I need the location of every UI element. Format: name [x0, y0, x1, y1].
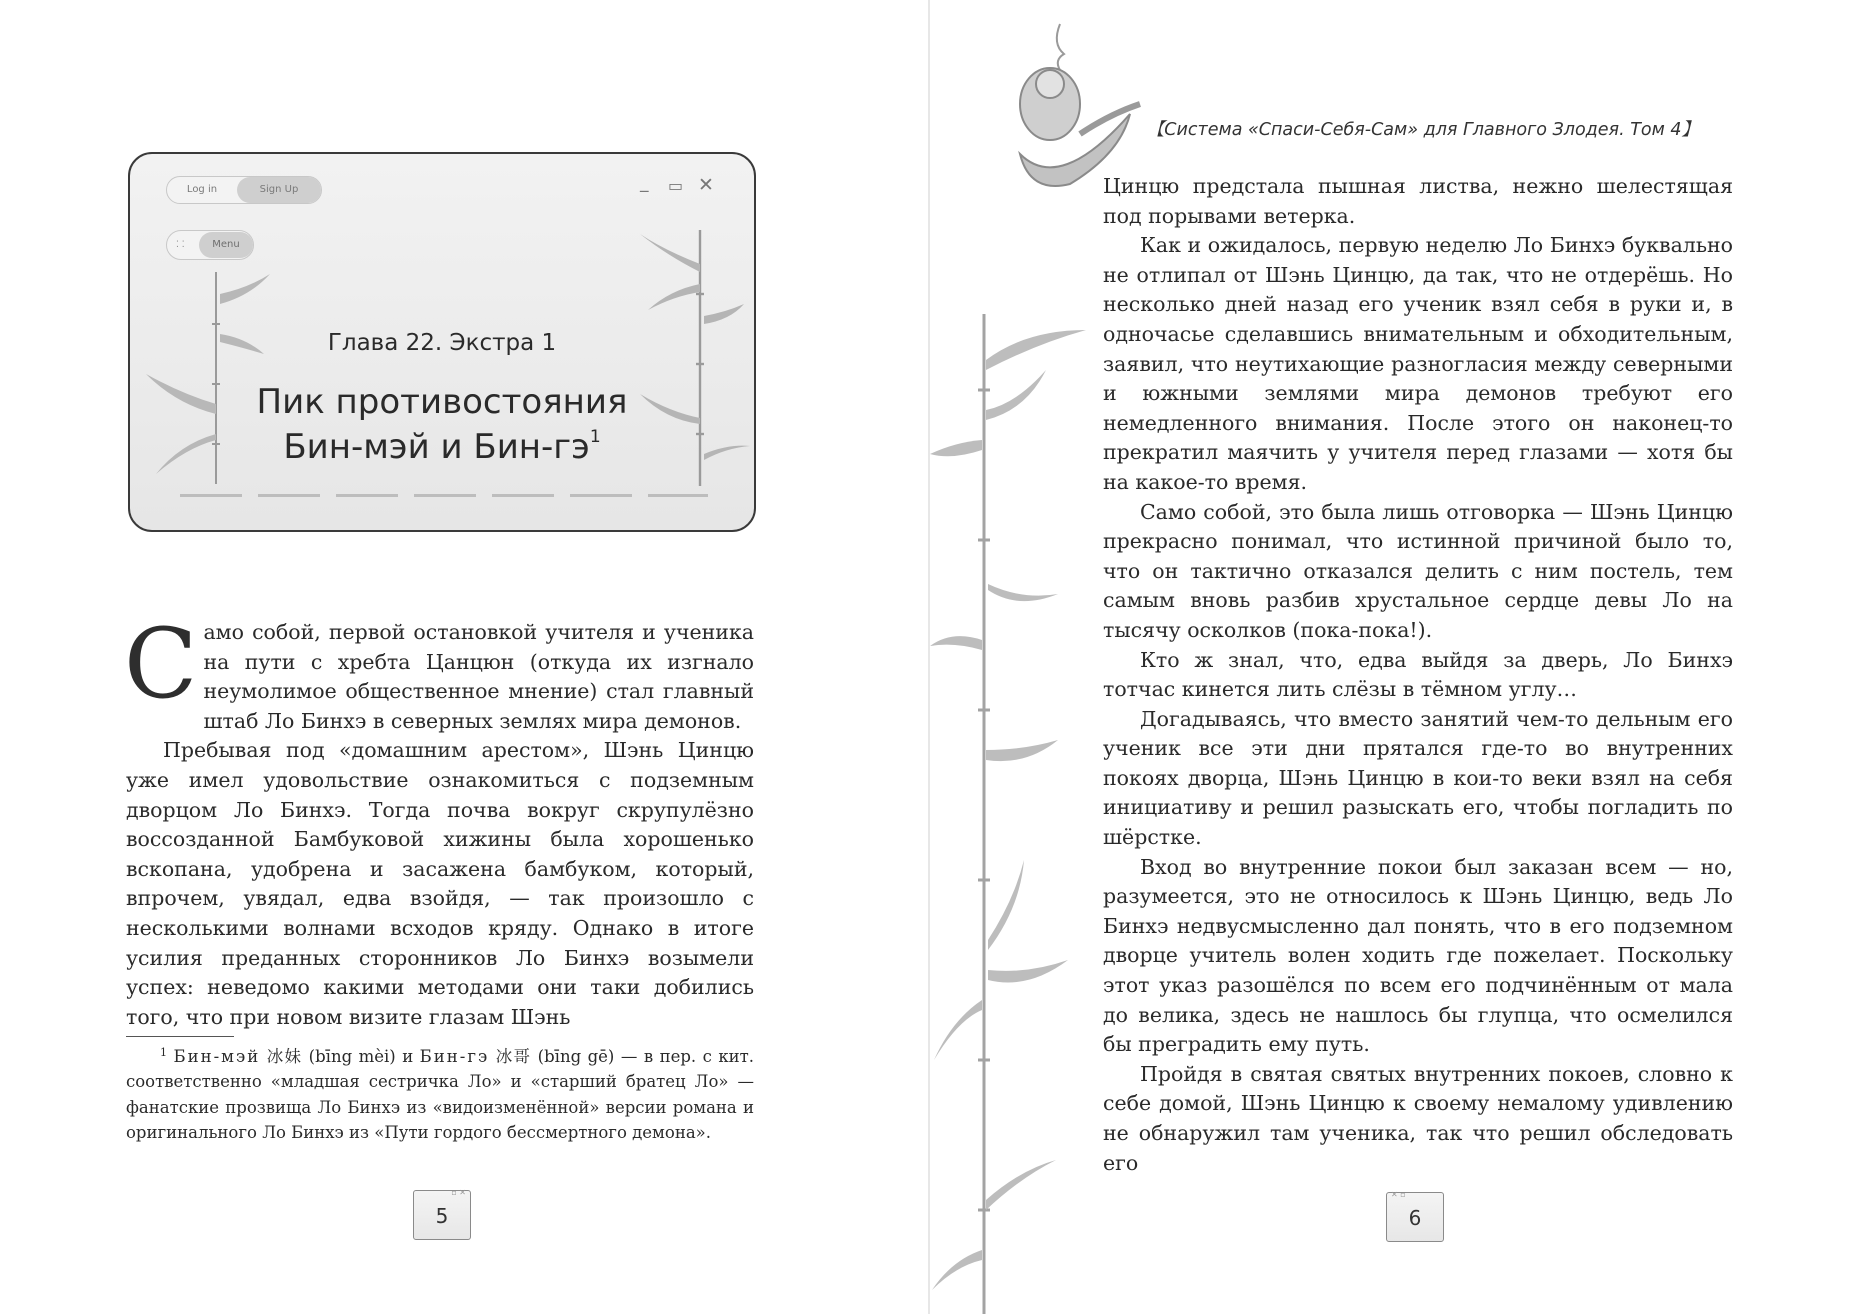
paragraph: Пройдя в святая святых внутренних покоев, словно к себе домой, Шэнь Цинцю к своему немалому удивлению не обнаружил там ученика, так что решил обследовать его [1103, 1061, 1733, 1175]
login-signup-pill[interactable] [166, 176, 322, 204]
chapter-title-line2 [130, 425, 754, 470]
paragraph: Догадываясь, что вместо занятий чем-то дельным его ученик все эти дни прятался где-то во внутренних покоях дворца, Шэнь Цинцю в кои-то веки взял на себя инициативу и решил разыскать его, чтобы погладить по шёрстке. [1103, 706, 1733, 850]
paragraph-text: амо собой, первой остановкой учителя и ученика на пути с хребта Цанцюн (откуда их изгнало неумолимое общественное мнение) стал главный штаб Ло Бинхэ в северных землях мира демонов. [203, 620, 754, 733]
chapter-header-window [128, 152, 756, 532]
page-number-box [1386, 1192, 1444, 1242]
paragraph: Само собой, это была лишь отговорка — Шэнь Цинцю прекрасно понимал, что истинной причиной было то, что он тактично отказался делить с ним постель, тем самым вновь разбив хрустальное сердце девы Ло на тысячу осколков (пока-пока!). [1103, 499, 1733, 642]
page-number: 5 [435, 1204, 449, 1228]
footnote [126, 1044, 754, 1145]
running-head: 【Система «Спаси-Себя-Сам» для Главного Злодея. Том 4】 [1146, 120, 1699, 140]
bamboo-stalk-illustration [930, 300, 1100, 1314]
paragraph [124, 608, 754, 736]
footnote-term2-cn: 冰哥 (bīng gē) [495, 1047, 615, 1066]
footnote-ref: 1 [589, 427, 601, 447]
page-number: 6 [1408, 1206, 1422, 1230]
chapter-title [130, 380, 754, 470]
login-tab[interactable]: Log in [186, 184, 218, 195]
footnote-joiner: и [395, 1047, 420, 1066]
paragraph: Вход во внутренние покои был заказан всем — но, разумеется, это не относилось к Шэнь Цинцю, ведь Ло Бинхэ недвусмысленно дал понять, что в его подземном дворце учитель волен ходить где пожелает. Поскольку этот указ разошёлся по всем его подчинённым от мала до велика, здесь не нашлось бы глупца, что осмелился бы преградить ему путь. [1103, 854, 1733, 1057]
right-body-text [1103, 172, 1733, 1178]
drop-cap: С [124, 608, 198, 720]
close-icon[interactable]: ✕ [698, 174, 714, 196]
page-box-controls-icon: ▫ ✕ [451, 1188, 466, 1197]
right-page [930, 0, 1861, 1314]
maximize-icon[interactable]: ▭ [668, 176, 684, 195]
chapter-title-line2-text: Бин-мэй и Бин-гэ [283, 427, 590, 467]
paragraph: Кто ж знал, что, едва выйдя за дверь, Ло Бинхэ тотчас кинется лить слёзы в тёмном углу… [1103, 647, 1733, 702]
page-box-controls-icon: ✕ ▫ [1391, 1190, 1406, 1199]
footnote-term1: Бин-мэй [173, 1047, 261, 1066]
footnote-term1-cn: 冰妹 (bīng mèi) [266, 1047, 396, 1066]
signup-tab[interactable]: Sign Up [237, 177, 321, 203]
toggle-dots-icon: ⁚ ⁚ [176, 240, 185, 250]
paragraph: Пребывая под «домашним арестом», Шэнь Цинцю уже имел удовольствие ознакомиться с подземным дворцом Ло Бинхэ. Тогда почва вокруг скрупулёзно воссозданной Бамбуковой хижины была хорошенько вскопана, удобрена и засажена бамбуком, который, впрочем, увядал, едва взойдя, — так произошло с несколькими волнами всходов кряду. Однако в итоге усилия преданных сторонников Ло Бинхэ возымели успех: неведомо какими методами они таки добились того, что при новом визите глазам Шэнь [126, 738, 754, 1029]
footnote-term2: Бин-гэ [419, 1047, 490, 1066]
footnote-number: 1 [160, 1046, 167, 1059]
menu-label[interactable]: Menu [199, 232, 253, 258]
window-controls [634, 173, 724, 200]
footnote-text: — в пер. с кит. соответственно «младшая сестричка Ло» и «старший братец Ло» — фанатские прозвища Ло Бинхэ из «видоизменённой» версии романа и оригинального Ло Бинхэ из «Пути гордого бессмертного демона». [126, 1047, 755, 1142]
chapter-label: Глава 22. Экстра 1 [327, 330, 557, 356]
footnote-rule [126, 1036, 234, 1037]
minimize-icon[interactable]: _ [640, 173, 649, 193]
paragraph: Как и ожидалось, первую неделю Ло Бинхэ буквально не отлипал от Шэнь Цинцю, да так, что не отдерёшь. Но несколько дней назад его ученик взял себя в руки и, в одночасье сделавшись внимательным и обходительным, заявил, что неутихающие разногласия между северными и южными землями мира демонов требуют его немедленного внимания. После этого он наконец-то прекратил маячить у учителя перед глазами — хотя бы на какое-то время. [1103, 233, 1733, 494]
menu-toggle[interactable] [166, 230, 254, 260]
left-page [0, 0, 928, 1314]
left-body-text [124, 608, 754, 1032]
paragraph: Цинцю предстала пышная листва, нежно шелестящая под порывами ветерка. [1103, 174, 1733, 228]
dash-divider [180, 494, 708, 497]
chapter-title-line1: Пик противостояния [256, 382, 628, 422]
page-number-box [413, 1190, 471, 1240]
